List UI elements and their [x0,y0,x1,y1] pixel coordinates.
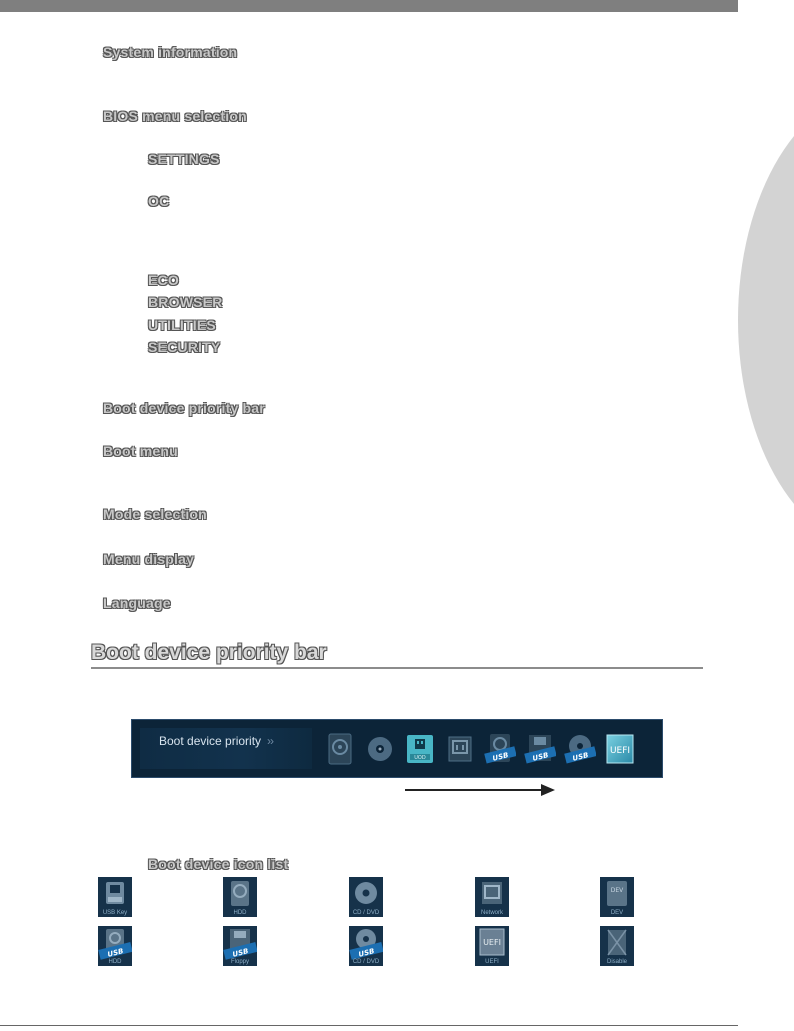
icon-caption: HDD [233,910,247,916]
icon-caption: USB Key [102,910,128,916]
item-eco: ECO [148,272,179,288]
bar-cd-dvd-icon[interactable] [364,732,396,766]
usb-cd-dvd-icon [349,926,383,966]
item-menu-display: Menu display [103,551,195,567]
top-bar [0,0,738,12]
icon-caption: UEFI [485,959,499,965]
item-mode-selection: Mode selection [103,506,207,522]
section-heading: Boot device priority bar [91,641,327,664]
bar-usb-floppy-icon[interactable] [524,732,556,766]
side-tab [738,90,794,550]
dev-icon [600,877,634,917]
svg-text:USB: USB [357,947,376,959]
svg-text:UOD: UOD [414,755,426,761]
disable-icon [600,926,634,966]
item-security: SECURITY [148,339,221,355]
svg-text:UEFI: UEFI [609,746,631,756]
bottom-rule [0,1025,738,1026]
item-oc: OC [148,193,170,209]
boot-device-priority-bar[interactable] [131,719,663,778]
svg-text:USB: USB [231,947,250,959]
icon-list-title: Boot device icon list [148,856,289,872]
item-language: Language [103,595,171,611]
svg-text:DEV: DEV [610,887,624,894]
bar-network-icon[interactable] [444,732,476,766]
icon-caption: CD / DVD [352,959,380,965]
item-boot-menu: Boot menu [103,443,178,459]
bar-uefi-icon[interactable] [604,732,636,766]
icon-caption: Disable [606,959,627,965]
icon-caption: CD / DVD [352,910,380,916]
item-utilities: UTILITIES [148,317,216,333]
item-system-information: System information [103,44,238,60]
svg-text:USB: USB [571,751,590,763]
usb-hdd-icon [98,926,132,966]
item-browser: BROWSER [148,294,223,310]
bar-usb-key-icon[interactable] [404,732,436,766]
uefi-icon [475,926,509,966]
cd-dvd-icon [349,877,383,917]
usb-key-icon [98,877,132,917]
svg-text:USB: USB [491,751,510,763]
icon-caption: Network [480,910,503,916]
chevron-right-icon: ›› [267,734,274,748]
icon-caption: HDD [108,959,122,965]
svg-text:USB: USB [531,751,550,763]
bar-label [159,734,273,748]
item-boot-device-priority-bar: Boot device priority bar [103,400,265,416]
icon-caption: DEV [610,910,624,916]
svg-text:UEFI: UEFI [483,938,501,947]
bar-label-text: Boot device priority [159,734,262,748]
usb-floppy-icon [223,926,257,966]
item-settings: SETTINGS [148,151,220,167]
bar-hdd-icon[interactable] [325,732,357,766]
arrow-head-icon [541,784,555,796]
svg-text:USB: USB [106,947,125,959]
hdd-icon [223,877,257,917]
network-icon [475,877,509,917]
icon-caption: Floppy [230,959,249,965]
priority-arrow [405,789,543,791]
bar-usb-cd-dvd-icon[interactable] [564,732,596,766]
bar-usb-hdd-icon[interactable] [484,732,516,766]
item-bios-menu-selection: BIOS menu selection [103,108,247,124]
heading-rule [91,667,703,669]
